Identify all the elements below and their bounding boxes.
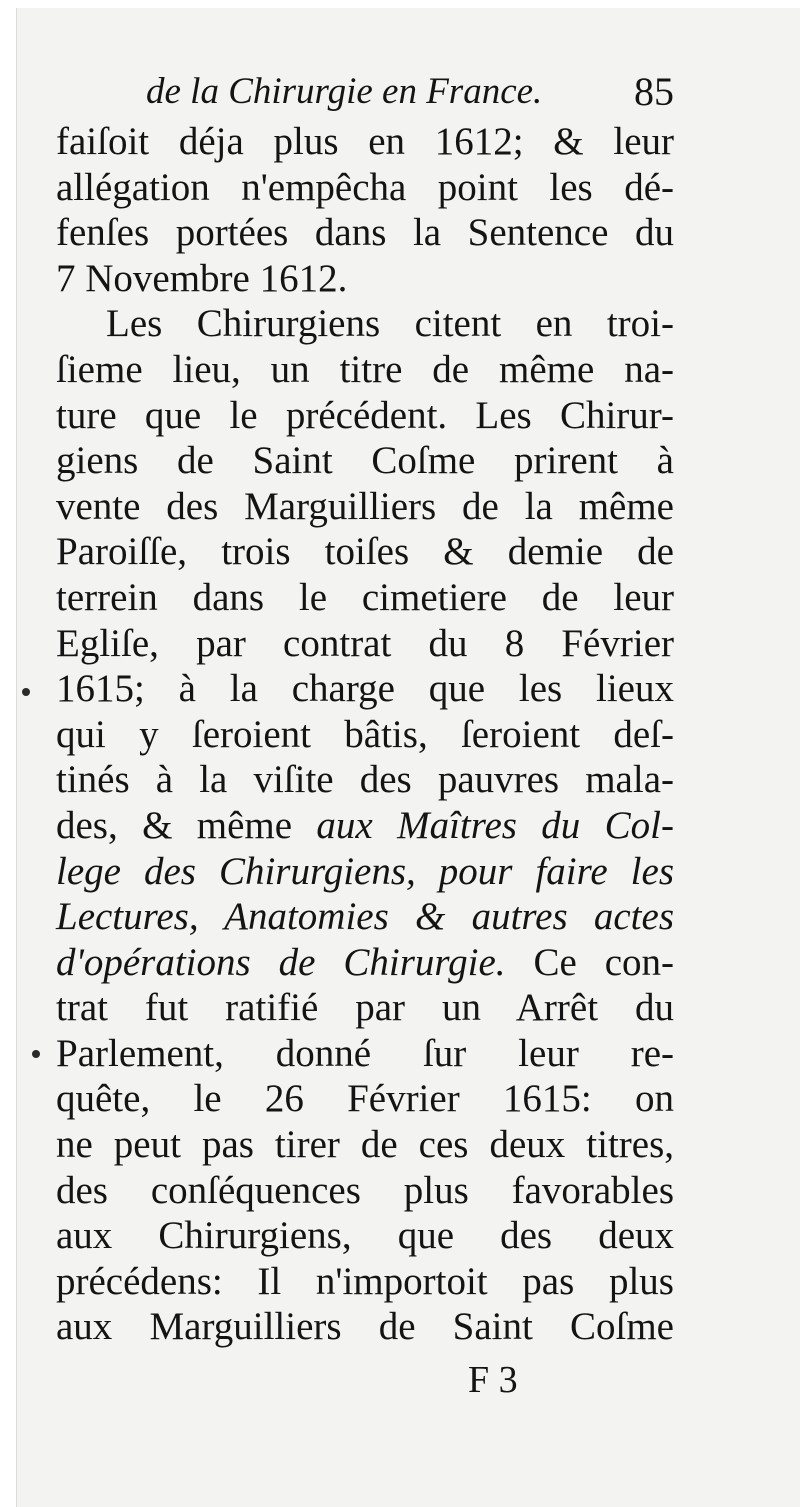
text-run: ture que le précédent. Les Chirur-	[56, 393, 674, 437]
text-line	[56, 712, 674, 758]
text-run: des, & même	[56, 803, 317, 847]
text-line	[56, 301, 674, 347]
text-line	[56, 438, 674, 484]
text-run: giens de Saint Coſme prirent à	[56, 439, 674, 483]
text-run: vente des Marguilliers de la même	[56, 484, 674, 528]
text-line	[56, 940, 674, 986]
text-line	[56, 985, 674, 1031]
text-run: tinés à la viſite des pauvres mala-	[56, 758, 674, 802]
text-run: Les Chirurgiens citent en troi-	[106, 302, 674, 346]
text-line	[56, 1076, 674, 1122]
italic-text: Lectures, Anatomies & autres actes	[56, 895, 674, 939]
text-run: 7 Novembre 1612.	[56, 256, 348, 300]
text-line	[56, 393, 674, 439]
text-run: quête, le 26 Février 1615: on	[56, 1077, 674, 1121]
text-run: trat fut ratifié par un Arrêt du	[56, 986, 674, 1030]
text-run: Ce con-	[505, 940, 675, 984]
page-header	[56, 66, 674, 122]
text-run: précédens: Il n'importoit pas plus	[56, 1259, 674, 1303]
text-line	[56, 119, 674, 165]
page-number: 85	[634, 69, 674, 114]
text-run: Egliſe, par contrat du 8 Février	[56, 621, 674, 665]
text-run: 1615; à la charge que les lieux	[56, 667, 674, 711]
body-text	[56, 119, 674, 1350]
italic-text: d'opérations de Chirurgie.	[56, 940, 506, 984]
page-top-margin	[0, 0, 800, 8]
text-line	[56, 1122, 674, 1168]
text-run: ſieme lieu, un titre de même na-	[56, 347, 674, 391]
text-line	[56, 894, 674, 940]
text-line	[56, 1168, 674, 1214]
ink-speck	[32, 1050, 40, 1058]
text-line	[56, 757, 674, 803]
text-line	[56, 484, 674, 530]
text-run: faiſoit déja plus en 1612; & leur	[56, 120, 674, 163]
text-run: terrein dans le cimetiere de leur	[56, 575, 674, 619]
text-run: aux Chirurgiens, que des deux	[56, 1214, 674, 1258]
text-line	[56, 529, 674, 575]
text-line	[56, 165, 674, 211]
text-run: ne peut pas tirer de ces deux titres,	[56, 1123, 674, 1167]
running-title: de la Chirurgie en France.	[146, 71, 543, 112]
text-line	[56, 210, 674, 256]
text-line	[56, 1259, 674, 1305]
text-line	[56, 1213, 674, 1259]
text-run: des conſéquences plus favorables	[56, 1168, 674, 1212]
italic-text: aux Maîtres du Col-	[316, 803, 674, 847]
text-run: aux Marguilliers de Saint Coſme	[56, 1305, 674, 1349]
text-run: allégation n'empêcha point les dé-	[56, 165, 674, 209]
text-run: qui y ſeroient bâtis, ſeroient deſ-	[56, 712, 674, 756]
italic-text: lege des Chirurgiens, pour faire les	[56, 849, 674, 893]
text-line	[56, 621, 674, 667]
text-line	[56, 1031, 674, 1077]
text-line	[56, 849, 674, 895]
text-run: fenſes portées dans la Sentence du	[56, 211, 674, 255]
text-run: Parlement, donné ſur leur re-	[56, 1031, 674, 1075]
text-line	[56, 666, 674, 712]
text-line	[56, 803, 674, 849]
page-left-margin	[0, 0, 17, 1507]
ink-speck	[22, 688, 30, 696]
text-line	[56, 347, 674, 393]
signature-mark: F 3	[468, 1359, 518, 1401]
text-line	[56, 1304, 674, 1350]
text-line	[56, 575, 674, 621]
text-line	[56, 256, 674, 302]
text-run: Paroiſſe, trois toiſes & demie de	[56, 530, 674, 574]
